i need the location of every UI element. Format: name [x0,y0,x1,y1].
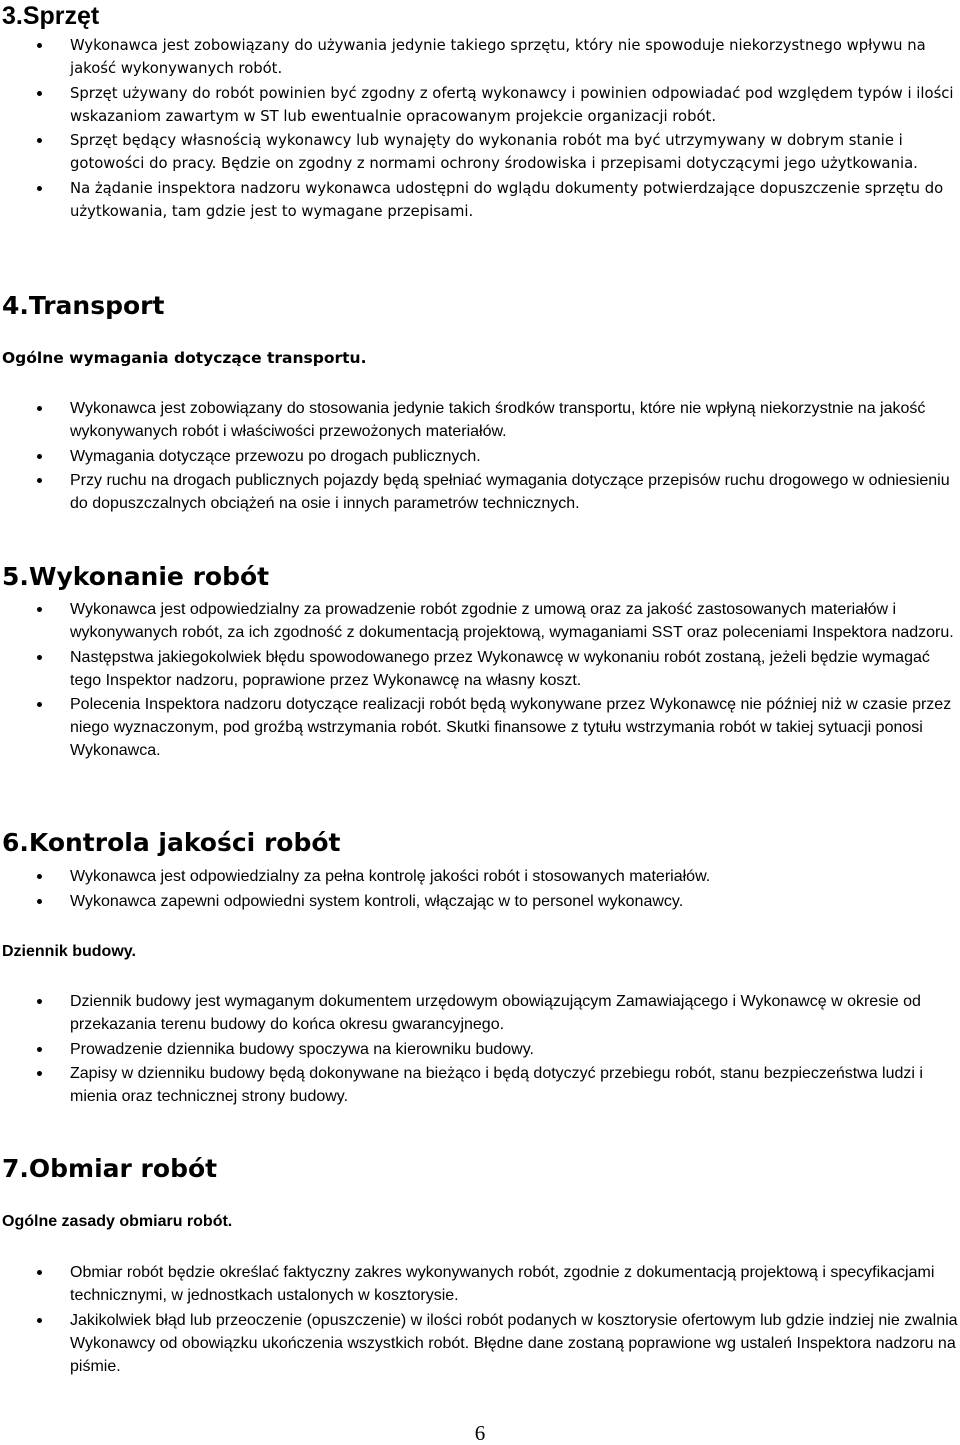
section-7-subheading: Ogólne zasady obmiaru robót. [2,1213,233,1230]
bullet-icon [37,1270,42,1275]
list-item: Prowadzenie dziennika budowy spoczywa na kierowniku budowy. [0,1038,960,1061]
section-6-list [0,865,960,914]
section-6-heading: 6.Kontrola jakości robót [2,828,341,857]
section-5-list [0,598,960,764]
section-3-heading: 3.Sprzęt [2,2,100,30]
list-item: Wykonawca zapewni odpowiedni system kontroli, włączając w to personel wykonawcy. [0,890,960,913]
bullet-icon [37,874,42,879]
dziennik-budowy-subheading: Dziennik budowy. [2,943,136,960]
bullet-icon [37,607,42,612]
bullet-icon [37,702,42,707]
section-4-heading: 4.Transport [2,291,165,320]
bullet-icon [37,138,42,143]
list-item: Następstwa jakiegokolwiek błędu spowodowanego przez Wykonawcę w wykonaniu robót zostaną, jeżeli będzie wymagać tego Inspektor nadzoru, poprawione przez Wykonawcę na własny koszt. [0,646,960,692]
bullet-icon [37,999,42,1004]
bullet-icon [37,655,42,660]
bullet-icon [37,899,42,904]
section-4-list [0,397,960,517]
list-item: Obmiar robót będzie określać faktyczny zakres wykonywanych robót, zgodnie z dokumentacją projektową i specyfikacjami technicznymi, w jednostkach ustalonych w kosztorysie. [0,1261,960,1307]
bullet-icon [37,406,42,411]
section-3-list [0,34,960,224]
section-7-list [0,1261,960,1379]
section-4-subheading: Ogólne wymagania dotyczące transportu. [2,349,367,367]
list-item: Wykonawca jest odpowiedzialny za pełna kontrolę jakości robót i stosowanych materiałów. [0,865,960,888]
list-item: Wykonawca jest odpowiedzialny za prowadzenie robót zgodnie z umową oraz za jakość zastosowanych materiałów i wykonywanych robót, za ich zgodność z dokumentacją projektową, wymaganiami SST oraz poleceniami Inspektora nadzoru. [0,598,960,644]
list-item: Na żądanie inspektora nadzoru wykonawca udostępni do wglądu dokumenty potwierdzające dopuszczenie sprzętu do użytkowania, tam gdzie jest to wymagane przepisami. [0,177,960,223]
bullet-icon [37,1047,42,1052]
bullet-icon [37,186,42,191]
list-item: Wykonawca jest zobowiązany do używania jedynie takiego sprzętu, który nie spowoduje niekorzystnego wpływu na jakość wykonywanych robót. [0,34,960,80]
list-item: Wymagania dotyczące przewozu po drogach publicznych. [0,445,960,468]
bullet-icon [37,91,42,96]
section-7-heading: 7.Obmiar robót [2,1154,218,1183]
list-item: Jakikolwiek błąd lub przeoczenie (opuszczenie) w ilości robót podanych w kosztorysie ofertowym lub gdzie indziej nie zwalnia Wykonawcy od obowiązku ukończenia wszystkich robót. Błędne dane zostaną poprawione wg ustaleń Inspektora nadzoru na piśmie. [0,1309,960,1378]
dziennik-budowy-list [0,990,960,1110]
list-item: Sprzęt używany do robót powinien być zgodny z ofertą wykonawcy i powinien odpowiadać pod względem typów i ilości wskazaniom zawartym w ST lub ewentualnie opracowanym projekcie organizacji robót. [0,82,960,128]
bullet-icon [37,1318,42,1323]
bullet-icon [37,478,42,483]
bullet-icon [37,454,42,459]
list-item: Polecenia Inspektora nadzoru dotyczące realizacji robót będą wykonywane przez Wykonawcę nie później niż w czasie przez niego wyznaczonym, pod groźbą wstrzymania robót. Skutki finansowe z tytułu wstrzymania robót w takiej sytuacji ponosi Wykonawca. [0,693,960,762]
bullet-icon [37,43,42,48]
list-item: Zapisy w dzienniku budowy będą dokonywane na bieżąco i będą dotyczyć przebiegu robót, stanu bezpieczeństwa ludzi i mienia oraz technicznej strony budowy. [0,1062,960,1108]
page-number: 6 [474,1421,486,1445]
list-item: Wykonawca jest zobowiązany do stosowania jedynie takich środków transportu, które nie wpłyną niekorzystnie na jakość wykonywanych robót i właściwości przewożonych materiałów. [0,397,960,443]
list-item: Sprzęt będący własnością wykonawcy lub wynajęty do wykonania robót ma być utrzymywany w dobrym stanie i gotowości do pracy. Będzie on zgodny z normami ochrony środowiska i przepisami dotyczącymi jego użytkowania. [0,129,960,175]
list-item: Przy ruchu na drogach publicznych pojazdy będą spełniać wymagania dotyczące przepisów ruchu drogowego w odniesieniu do dopuszczalnych obciążeń na osie i innych parametrów technicznych. [0,469,960,515]
section-5-heading: 5.Wykonanie robót [2,562,270,591]
bullet-icon [37,1071,42,1076]
list-item: Dziennik budowy jest wymaganym dokumentem urzędowym obowiązującym Zamawiającego i Wykonawcę w okresie od przekazania terenu budowy do końca okresu gwarancyjnego. [0,990,960,1036]
